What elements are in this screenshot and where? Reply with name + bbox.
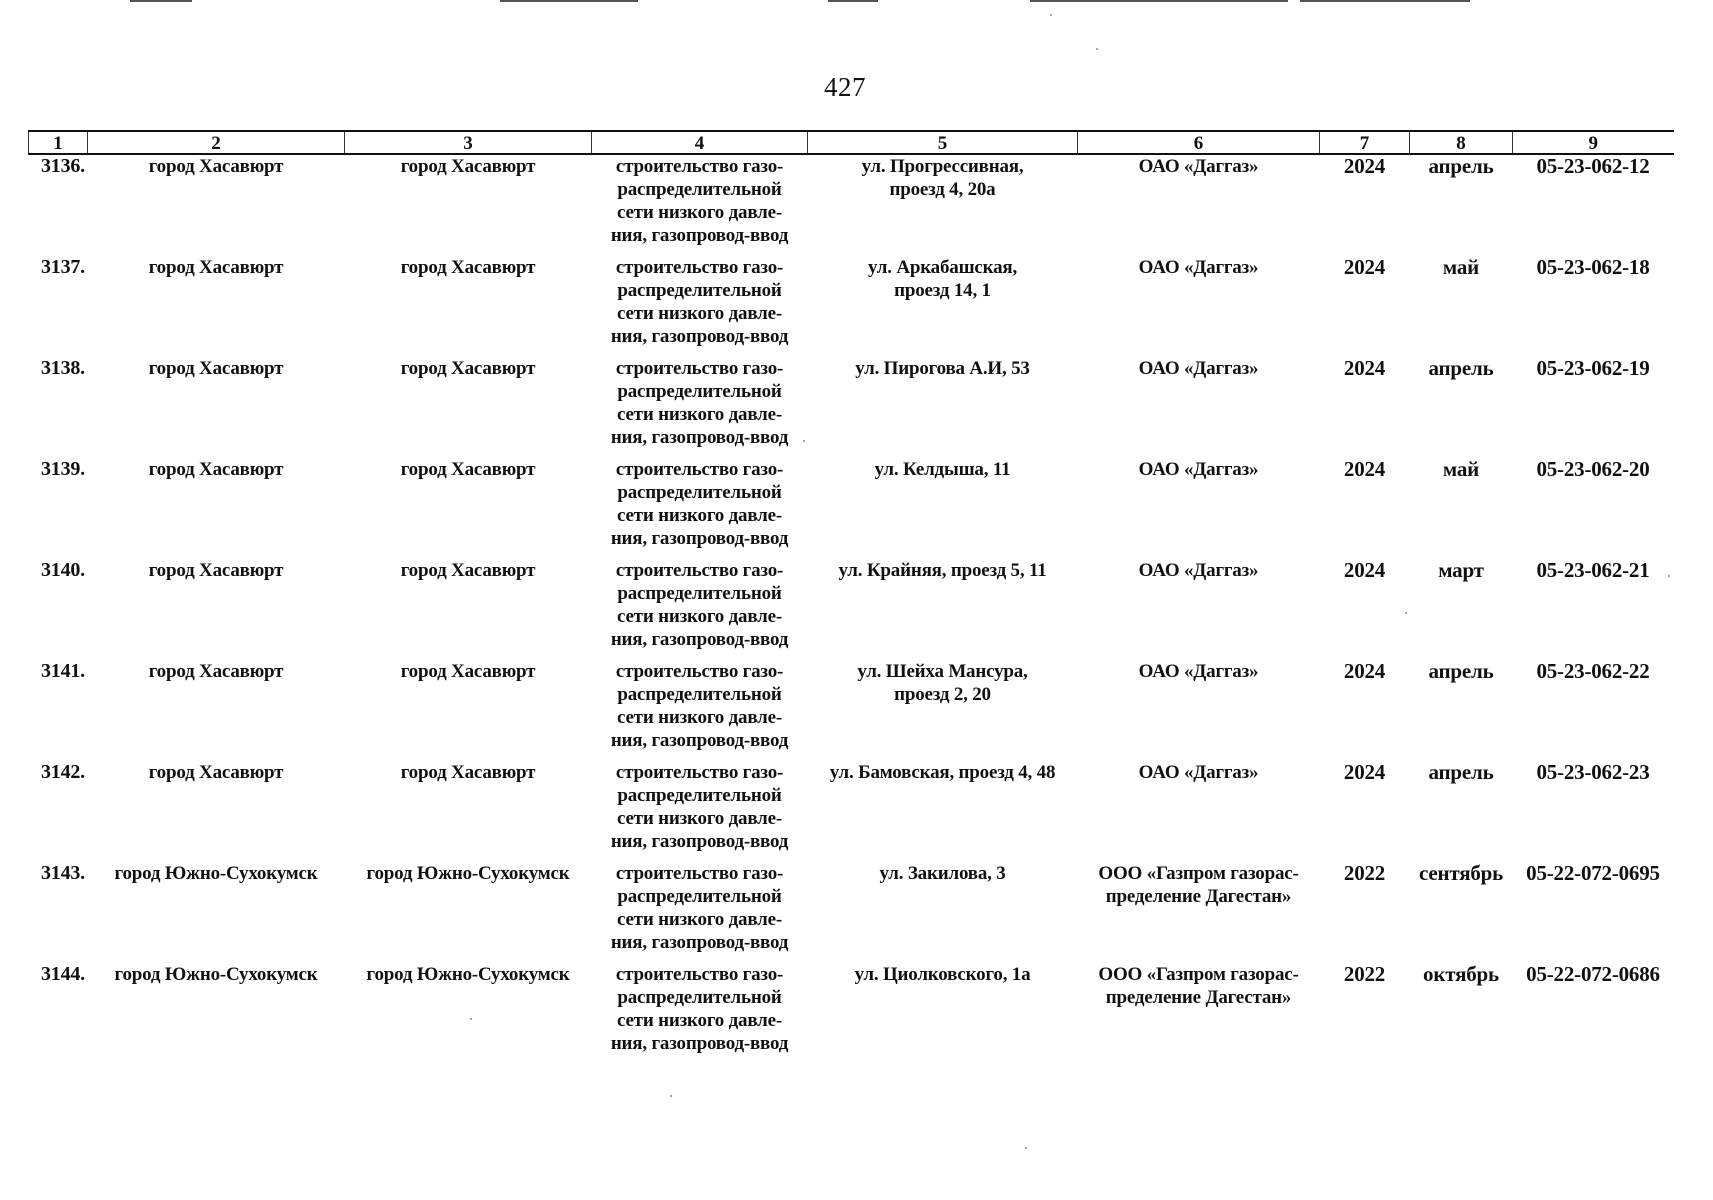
settlement-cell: город Хасавюрт: [148, 156, 284, 177]
table-row: [29, 357, 1674, 458]
header-cell: 3: [345, 131, 592, 154]
header-cell: 2: [88, 131, 345, 154]
municipality-cell: город Южно-Сухокумск: [366, 964, 570, 985]
month-cell: апрель: [1428, 356, 1494, 380]
year-cell: 2024: [1343, 255, 1386, 279]
settlement-cell: город Хасавюрт: [148, 358, 284, 379]
organization-cell: ОАО «Даггаз»: [1138, 156, 1259, 177]
work-type-cell: строительство газо- распределительной сети низкого давле- ния, газопровод-ввод: [610, 661, 789, 751]
municipality-cell: город Хасавюрт: [400, 762, 536, 783]
code-cell: 05-22-072-0686: [1526, 962, 1660, 986]
table-row: [29, 862, 1674, 963]
month-cell: май: [1442, 457, 1480, 481]
municipality-cell: город Хасавюрт: [400, 156, 536, 177]
year-cell: 2024: [1343, 356, 1386, 380]
month-cell: май: [1442, 255, 1480, 279]
settlement-cell: город Южно-Сухокумск: [114, 964, 318, 985]
work-type-cell: строительство газо- распределительной сети низкого давле- ния, газопровод-ввод: [610, 863, 789, 953]
code-cell: 05-23-062-22: [1536, 659, 1650, 683]
code-cell: 05-23-062-12: [1536, 154, 1650, 178]
header-cell: 7: [1320, 131, 1410, 154]
code-cell: 05-23-062-21: [1536, 558, 1650, 582]
address-cell: ул. Прогрессивная, проезд 4, 20а: [861, 156, 1024, 200]
settlement-cell: город Хасавюрт: [148, 661, 284, 682]
organization-cell: ОАО «Даггаз»: [1138, 257, 1259, 278]
month-cell: октябрь: [1423, 962, 1499, 986]
header-cell: 9: [1513, 131, 1674, 154]
work-type-cell: строительство газо- распределительной сети низкого давле- ния, газопровод-ввод: [610, 762, 789, 852]
work-type-cell: строительство газо- распределительной сети низкого давле- ния, газопровод-ввод: [610, 156, 789, 246]
year-cell: 2024: [1343, 558, 1386, 582]
address-cell: ул. Циолковского, 1а: [854, 964, 1031, 985]
table-row: [29, 154, 1674, 256]
municipality-cell: город Хасавюрт: [400, 459, 536, 480]
header-cell: 1: [29, 131, 88, 154]
address-cell: ул. Аркабашская, проезд 14, 1: [867, 257, 1018, 301]
table-row: [29, 963, 1674, 1064]
year-cell: 2024: [1343, 659, 1386, 683]
address-cell: ул. Крайняя, проезд 5, 11: [838, 560, 1047, 581]
municipality-cell: город Южно-Сухокумск: [366, 863, 570, 884]
address-cell: ул. Пирогова А.И, 53: [855, 358, 1030, 379]
row-number: 3143.: [40, 862, 85, 884]
header-row: [29, 131, 1674, 154]
address-cell: ул. Бамовская, проезд 4, 48: [829, 762, 1056, 783]
municipality-cell: город Хасавюрт: [400, 560, 536, 581]
year-cell: 2024: [1343, 154, 1386, 178]
settlement-cell: город Южно-Сухокумск: [114, 863, 318, 884]
code-cell: 05-23-062-23: [1536, 760, 1650, 784]
address-cell: ул. Келдыша, 11: [874, 459, 1011, 480]
header-cell: 5: [808, 131, 1078, 154]
municipality-cell: город Хасавюрт: [400, 257, 536, 278]
year-cell: 2022: [1343, 861, 1386, 885]
work-type-cell: строительство газо- распределительной сети низкого давле- ния, газопровод-ввод: [610, 560, 789, 650]
month-cell: апрель: [1428, 760, 1494, 784]
table-row: [29, 256, 1674, 357]
header-cell: 4: [592, 131, 808, 154]
header-cell: 8: [1410, 131, 1513, 154]
code-cell: 05-23-062-19: [1536, 356, 1650, 380]
organization-cell: ОАО «Даггаз»: [1138, 762, 1259, 783]
table-row: [29, 458, 1674, 559]
year-cell: 2024: [1343, 760, 1386, 784]
header-cell: 6: [1078, 131, 1320, 154]
work-type-cell: строительство газо- распределительной сети низкого давле- ния, газопровод-ввод: [610, 964, 789, 1054]
settlement-cell: город Хасавюрт: [148, 257, 284, 278]
code-cell: 05-23-062-20: [1536, 457, 1650, 481]
address-cell: ул. Шейха Мансура, проезд 2, 20: [857, 661, 1028, 705]
code-cell: 05-22-072-0695: [1526, 861, 1660, 885]
page-number: 427: [824, 72, 866, 102]
row-number: 3142.: [40, 761, 85, 783]
table-row: [29, 559, 1674, 660]
year-cell: 2024: [1343, 457, 1386, 481]
settlement-cell: город Хасавюрт: [148, 459, 284, 480]
month-cell: сентябрь: [1418, 861, 1504, 885]
work-type-cell: строительство газо- распределительной сети низкого давле- ния, газопровод-ввод: [610, 459, 789, 549]
work-type-cell: строительство газо- распределительной сети низкого давле- ния, газопровод-ввод: [610, 358, 789, 448]
organization-cell: ОАО «Даггаз»: [1138, 459, 1259, 480]
table-row: [29, 761, 1674, 862]
row-number: 3140.: [40, 559, 85, 581]
organization-cell: ОАО «Даггаз»: [1138, 358, 1259, 379]
organization-cell: ООО «Газпром газорас- пределение Дагестан»: [1098, 964, 1299, 1008]
row-number: 3137.: [40, 256, 85, 278]
settlement-cell: город Хасавюрт: [148, 762, 284, 783]
row-number: 3139.: [40, 458, 85, 480]
organization-cell: ОАО «Даггаз»: [1138, 661, 1259, 682]
address-cell: ул. Закилова, 3: [879, 863, 1006, 884]
row-number: 3136.: [40, 155, 85, 177]
settlement-cell: город Хасавюрт: [148, 560, 284, 581]
month-cell: апрель: [1428, 659, 1494, 683]
code-cell: 05-23-062-18: [1536, 255, 1650, 279]
register-table: [28, 130, 1674, 1064]
municipality-cell: город Хасавюрт: [400, 661, 536, 682]
month-cell: март: [1438, 558, 1484, 582]
table-row: [29, 660, 1674, 761]
row-number: 3141.: [40, 660, 85, 682]
month-cell: апрель: [1428, 154, 1494, 178]
work-type-cell: строительство газо- распределительной сети низкого давле- ния, газопровод-ввод: [610, 257, 789, 347]
municipality-cell: город Хасавюрт: [400, 358, 536, 379]
organization-cell: ООО «Газпром газорас- пределение Дагестан»: [1098, 863, 1299, 907]
year-cell: 2022: [1343, 962, 1386, 986]
row-number: 3138.: [40, 357, 85, 379]
row-number: 3144.: [40, 963, 85, 985]
organization-cell: ОАО «Даггаз»: [1138, 560, 1259, 581]
